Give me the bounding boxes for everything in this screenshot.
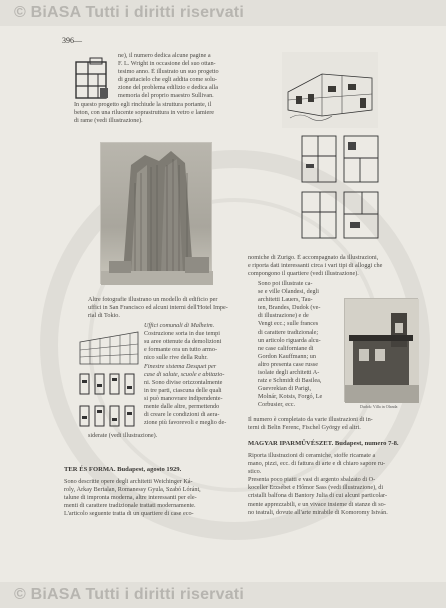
skyscraper-plan-figure: [74, 56, 112, 102]
zurich-housing-perspective: [282, 52, 378, 128]
heading-magyar-iparmuveszet: MAGYAR IPARMŰVÉSZET. Budapest, numero 7-8.: [248, 440, 399, 447]
text-ter-es-forma: Sono descritte opere degli architetti Weichinger Ká- roly, Árkay Bertalan, Romanessy Gyula, Szabó Lóránt, talune di impronta moderna, altre interessanti per ele- menti di carattere tradizionale trattati modernamente. L'articolo seguente tratta di un quartiere di case eco-: [64, 478, 201, 518]
text-mulheim-offices: Uffici comunali di Malheim.: [144, 322, 215, 329]
text-interiors: Il numero è completato da varie illustrazioni di in- terni di Belin Ferenc, Fischel György ed altri.: [248, 416, 373, 432]
text-desquet-end: siderate (vedi illustrazione).: [88, 432, 158, 439]
text-wright-intro: ne), il numero dedica alcune pagine a F. L. Wright in occasione del suo ottan- tesimo anno. È illustrato un suo progetto di grattacielo che egli addita come solu- zione del problema edilizio e dedica alla memoria del proprio maestro Sullivan.: [118, 52, 219, 100]
page-number: 396—: [62, 36, 82, 45]
text-desquet-windows-title: Finestre sistema Desquet per case di salute, scuole e abitazio-: [144, 363, 225, 379]
watermark-bottom: © BiASA Tutti i diritti riservati: [14, 586, 244, 603]
windows-system-drawing: [78, 372, 140, 430]
text-magyar-iparmuveszet: Riporta illustrazioni di ceramiche, stoffe ricamate a mano, pizzi, ecc. di fattura di arte e di chiaro sapore ru- stico. Presenta poco piatti e vasi di argento sbalzato di O- koceller Erzsébet e Hőmor Sass (vedi illustrazione), di cristalli balfona di Bantory Julia di cui alcuni particolar- mente apprezzabili, e un vivace insieme di stanze di so- no teatrali, dovute all'arte mirabile di Komoromy István.: [248, 452, 388, 516]
office-building-drawing: [78, 330, 140, 366]
zurich-housing-floor-plans: [300, 134, 380, 242]
text-desquet-windows-body: ni. Sono divise orizzontalmente in tre parti, ciascuna delle quali si può manovrare indipendente- mente dalle altre, permettendo di creare le condizioni di aera- zione più favorevoli e meglio de-: [144, 379, 227, 427]
text-other-photos: Altre fotografie illustrano un modello di edificio per uffici in San Francisco ed alcuni interni dell'Hotel Impe- rial di Tokio.: [88, 296, 228, 320]
heading-ter-es-forma: TER ÉS FORMA. Budapest, agosto 1929.: [64, 466, 182, 473]
caption-dudok-villa: Dudok: Villa in Olanda: [360, 404, 398, 409]
dudok-villa-photo: [344, 298, 418, 402]
text-mulheim-body: Costruzione sorta in due tempi su aree ottenute da demolizioni e formante ora un tutto armo- nico sulle rive della Ruhr.: [144, 330, 222, 362]
watermark-top: © BiASA Tutti i diritti riservati: [14, 4, 244, 21]
text-zurich-housing: nomiche di Zurigo. È accompagnato da illustrazioni, e riporta dati interessanti circa i vari tipi di alloggi che compongono il quartiere (vedi illustrazione).: [248, 254, 383, 278]
text-dutch-houses: Sono poi illustrate ca- se e ville Olandesi, degli architetti Lauers, Tau- ten, Brandes, Dudok (ve- di illustrazione) e de Vengt ecc.; sulle frances di carattere tradizionale; un articolo riguarda alcu- ne case californiane di Gordon Kauffmann; un altro presenta case russe isolate degli architetti A- ratz e Schmidt di Basilea, Guevrekian di Parigi, Molnár, Kotsis, Forgó, Le Corbusier, ecc.: [258, 280, 323, 409]
text-wright-project: In questo progetto egli rinchiude la struttura portante, il beton, con una rilucente soprastruttura in vetro e lamiere di rame (vedi illustrazione).: [74, 101, 215, 125]
skyscraper-photo: [100, 142, 212, 284]
